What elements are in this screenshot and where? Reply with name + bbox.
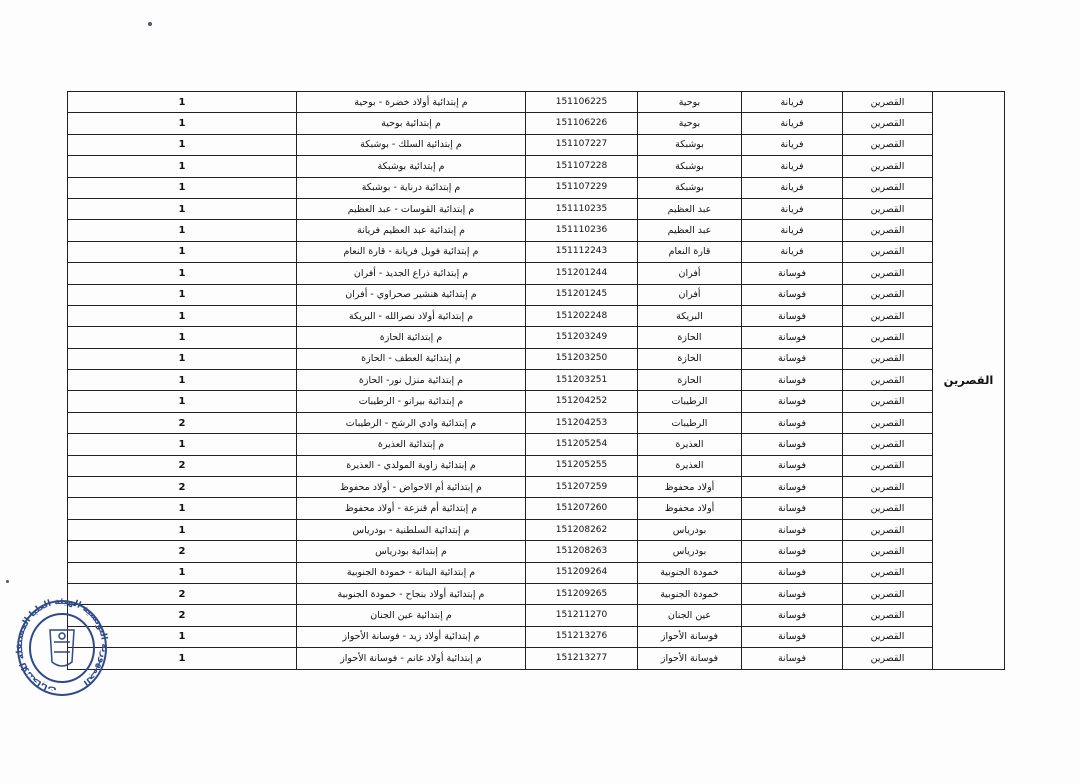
delegation-cell: فوسانة	[742, 391, 843, 412]
table-row	[68, 412, 1005, 433]
delegation-cell: فريانة	[742, 241, 843, 262]
code-cell: 151211270	[526, 605, 638, 626]
delegation-cell: فوسانة	[742, 305, 843, 326]
code-cell: 151107227	[526, 134, 638, 155]
school-cell: م إبتدائية هنشير صحراوي - أفران	[297, 284, 526, 305]
school-cell: م إبتدائية البنانة - خمودة الجنوبية	[297, 562, 526, 583]
table-row	[68, 477, 1005, 498]
governorate-cell: القصرين	[843, 498, 933, 519]
school-cell: م إبتدائية بيرانو - الرطيبات	[297, 391, 526, 412]
sector-cell: خمودة الجنوبية	[638, 562, 742, 583]
code-cell: 151205255	[526, 455, 638, 476]
delegation-cell: فوسانة	[742, 541, 843, 562]
governorate-cell: القصرين	[843, 156, 933, 177]
code-cell: 151205254	[526, 434, 638, 455]
code-cell: 151209265	[526, 583, 638, 604]
code-cell: 151110235	[526, 198, 638, 219]
code-cell: 151202248	[526, 305, 638, 326]
delegation-cell: فريانة	[742, 198, 843, 219]
governorate-cell: القصرين	[843, 626, 933, 647]
governorate-cell: القصرين	[843, 434, 933, 455]
governorate-cell: القصرين	[843, 241, 933, 262]
school-cell: م إبتدائية بوحية	[297, 113, 526, 134]
delegation-cell: فوسانة	[742, 626, 843, 647]
table-body	[68, 92, 1005, 670]
governorate-cell: القصرين	[843, 177, 933, 198]
count-cell: 2	[68, 455, 297, 476]
school-cell: م إبتدائية السلك - بوشبكة	[297, 134, 526, 155]
school-cell: م إبتدائية منزل نور- الحازة	[297, 370, 526, 391]
code-cell: 151201244	[526, 263, 638, 284]
delegation-cell: فوسانة	[742, 648, 843, 669]
code-cell: 151208263	[526, 541, 638, 562]
sector-cell: خمودة الجنوبية	[638, 583, 742, 604]
sector-cell: عبد العظيم	[638, 198, 742, 219]
sector-cell: بودرياس	[638, 541, 742, 562]
sector-cell: بوشبكة	[638, 177, 742, 198]
governorate-cell: القصرين	[843, 541, 933, 562]
count-cell: 1	[68, 263, 297, 284]
code-cell: 151106225	[526, 92, 638, 113]
count-cell: 1	[68, 113, 297, 134]
governorate-cell: القصرين	[843, 583, 933, 604]
code-cell: 151204252	[526, 391, 638, 412]
table-row	[68, 348, 1005, 369]
sector-cell: عين الجنان	[638, 605, 742, 626]
governorate-cell: القصرين	[843, 134, 933, 155]
sector-cell: الرطيبات	[638, 412, 742, 433]
school-cell: م إبتدائية أم الاحواض - أولاد محفوظ	[297, 477, 526, 498]
governorate-cell: القصرين	[843, 113, 933, 134]
sector-cell: فوسانة الأحواز	[638, 648, 742, 669]
sector-cell: أولاد محفوظ	[638, 477, 742, 498]
table-row	[68, 92, 1005, 113]
count-cell: 1	[68, 305, 297, 326]
delegation-cell: فوسانة	[742, 348, 843, 369]
count-cell: 1	[68, 370, 297, 391]
count-cell: 2	[68, 412, 297, 433]
delegation-cell: فوسانة	[742, 370, 843, 391]
delegation-cell: فوسانة	[742, 477, 843, 498]
delegation-cell: فريانة	[742, 156, 843, 177]
count-cell: 1	[68, 284, 297, 305]
table-row	[68, 434, 1005, 455]
governorate-cell: القصرين	[843, 370, 933, 391]
school-cell: م إبتدائية العذيرة	[297, 434, 526, 455]
sector-cell: الحازة	[638, 370, 742, 391]
delegation-cell: فوسانة	[742, 434, 843, 455]
scan-speck	[6, 580, 9, 583]
sector-cell: فوسانة الأحواز	[638, 626, 742, 647]
count-cell: 1	[68, 134, 297, 155]
code-cell: 151106226	[526, 113, 638, 134]
code-cell: 151110236	[526, 220, 638, 241]
school-cell: م إبتدائية الحازة	[297, 327, 526, 348]
code-cell: 151213277	[526, 648, 638, 669]
table-row	[68, 455, 1005, 476]
count-cell: 1	[68, 348, 297, 369]
sector-cell: العذيرة	[638, 455, 742, 476]
delegation-cell: فريانة	[742, 92, 843, 113]
table-row	[68, 605, 1005, 626]
governorate-cell: القصرين	[843, 348, 933, 369]
governorate-cell: القصرين	[843, 562, 933, 583]
school-cell: م إبتدائية ذراع الجديد - أفران	[297, 263, 526, 284]
sector-cell: بودرياس	[638, 519, 742, 540]
sector-cell: بوحية	[638, 92, 742, 113]
count-cell: 2	[68, 477, 297, 498]
table-row	[68, 626, 1005, 647]
count-cell: 1	[68, 241, 297, 262]
sector-cell: عبد العظيم	[638, 220, 742, 241]
delegation-cell: فوسانة	[742, 263, 843, 284]
table-row	[68, 198, 1005, 219]
school-cell: م إبتدائية القوسات - عبد العظيم	[297, 198, 526, 219]
table-row	[68, 583, 1005, 604]
delegation-cell: فريانة	[742, 177, 843, 198]
code-cell: 151213276	[526, 626, 638, 647]
code-cell: 151209264	[526, 562, 638, 583]
table-row	[68, 391, 1005, 412]
table-row	[68, 263, 1005, 284]
sector-cell: بوشبكة	[638, 156, 742, 177]
table-row	[68, 284, 1005, 305]
code-cell: 151107229	[526, 177, 638, 198]
sector-cell: بوشبكة	[638, 134, 742, 155]
table-row	[68, 220, 1005, 241]
school-cell: م إبتدائية درناية - بوشبكة	[297, 177, 526, 198]
sector-cell: البريكة	[638, 305, 742, 326]
sector-cell: أولاد محفوظ	[638, 498, 742, 519]
table-row	[68, 113, 1005, 134]
school-cell: م إبتدائية السلطنية - بودرياس	[297, 519, 526, 540]
governorate-cell: القصرين	[843, 519, 933, 540]
governorate-cell: القصرين	[843, 648, 933, 669]
governorate-cell: القصرين	[843, 605, 933, 626]
delegation-cell: فوسانة	[742, 412, 843, 433]
sector-cell: أفران	[638, 263, 742, 284]
delegation-cell: فريانة	[742, 134, 843, 155]
code-cell: 151107228	[526, 156, 638, 177]
school-cell: م إبتدائية بودرياس	[297, 541, 526, 562]
code-cell: 151204253	[526, 412, 638, 433]
governorate-cell: القصرين	[843, 305, 933, 326]
school-cell: م إبتدائية أولاد خضرة - بوحية	[297, 92, 526, 113]
delegation-cell: فوسانة	[742, 519, 843, 540]
delegation-cell: فوسانة	[742, 605, 843, 626]
sector-cell: الحازة	[638, 348, 742, 369]
school-cell: م إبتدائية عبد العظيم فريانة	[297, 220, 526, 241]
table-row	[68, 156, 1005, 177]
count-cell: 1	[68, 220, 297, 241]
sector-cell: الحازة	[638, 327, 742, 348]
delegation-cell: فوسانة	[742, 455, 843, 476]
delegation-cell: فريانة	[742, 113, 843, 134]
table-row	[68, 541, 1005, 562]
governorate-cell: القصرين	[843, 284, 933, 305]
school-cell: م إبتدائية بوشبكة	[297, 156, 526, 177]
count-cell: 2	[68, 605, 297, 626]
count-cell: 1	[68, 648, 297, 669]
table-row	[68, 134, 1005, 155]
table-row	[68, 241, 1005, 262]
count-cell: 1	[68, 391, 297, 412]
count-cell: 1	[68, 519, 297, 540]
stamp-lettering: الجمهورية التونسية الهيئة العليا المستقلة للانتخابات	[15, 596, 110, 695]
count-cell: 2	[68, 541, 297, 562]
governorate-cell: القصرين	[843, 391, 933, 412]
scan-speck	[148, 22, 152, 26]
school-table	[67, 91, 1004, 664]
school-cell: م إبتدائية العطف - الحازة	[297, 348, 526, 369]
table-row	[68, 519, 1005, 540]
count-cell: 1	[68, 562, 297, 583]
delegation-cell: فوسانة	[742, 583, 843, 604]
table-row	[68, 498, 1005, 519]
count-cell: 1	[68, 156, 297, 177]
school-cell: م إبتدائية أولاد زيد - فوسانة الأحواز	[297, 626, 526, 647]
count-cell: 1	[68, 327, 297, 348]
governorate-cell: القصرين	[843, 263, 933, 284]
delegation-cell: فوسانة	[742, 284, 843, 305]
sector-cell: العذيرة	[638, 434, 742, 455]
governorate-cell: القصرين	[843, 327, 933, 348]
school-cell: م إبتدائية فويل فريانة - قارة النعام	[297, 241, 526, 262]
count-cell: 1	[68, 92, 297, 113]
code-cell: 151203249	[526, 327, 638, 348]
count-cell: 1	[68, 198, 297, 219]
sector-cell: أفران	[638, 284, 742, 305]
code-cell: 151207259	[526, 477, 638, 498]
count-cell: 1	[68, 434, 297, 455]
count-cell: 1	[68, 498, 297, 519]
school-cell: م إبتدائية أم قنزعة - أولاد محفوظ	[297, 498, 526, 519]
sector-cell: الرطيبات	[638, 391, 742, 412]
school-cell: م إبتدائية وادي الرشح - الرطيبات	[297, 412, 526, 433]
governorate-cell: القصرين	[843, 198, 933, 219]
table-row	[68, 177, 1005, 198]
code-cell: 151203251	[526, 370, 638, 391]
table-row	[68, 327, 1005, 348]
governorate-cell: القصرين	[843, 412, 933, 433]
code-cell: 151201245	[526, 284, 638, 305]
school-cell: م إبتدائية أولاد بنجاح - خمودة الجنوبية	[297, 583, 526, 604]
governorate-cell: القصرين	[843, 92, 933, 113]
school-cell: م إبتدائية عين الجنان	[297, 605, 526, 626]
delegation-cell: فوسانة	[742, 327, 843, 348]
table-row	[68, 562, 1005, 583]
governorate-cell: القصرين	[843, 455, 933, 476]
region-cell: القصرين	[933, 92, 1005, 670]
code-cell: 151207260	[526, 498, 638, 519]
count-cell: 1	[68, 177, 297, 198]
code-cell: 151112243	[526, 241, 638, 262]
delegation-cell: فوسانة	[742, 562, 843, 583]
delegation-cell: فوسانة	[742, 498, 843, 519]
count-cell: 1	[68, 626, 297, 647]
table-row	[68, 305, 1005, 326]
school-cell: م إبتدائية أولاد نصرالله - البريكة	[297, 305, 526, 326]
code-cell: 151208262	[526, 519, 638, 540]
table-row	[68, 370, 1005, 391]
governorate-cell: القصرين	[843, 477, 933, 498]
school-cell: م إبتدائية أولاد غانم - فوسانة الأحواز	[297, 648, 526, 669]
governorate-cell: القصرين	[843, 220, 933, 241]
official-stamp	[14, 596, 110, 700]
count-cell: 2	[68, 583, 297, 604]
table-row	[68, 648, 1005, 669]
delegation-cell: فريانة	[742, 220, 843, 241]
code-cell: 151203250	[526, 348, 638, 369]
sector-cell: قارة النعام	[638, 241, 742, 262]
school-cell: م إبتدائية زاوية المولدي - العذيرة	[297, 455, 526, 476]
sector-cell: بوحية	[638, 113, 742, 134]
